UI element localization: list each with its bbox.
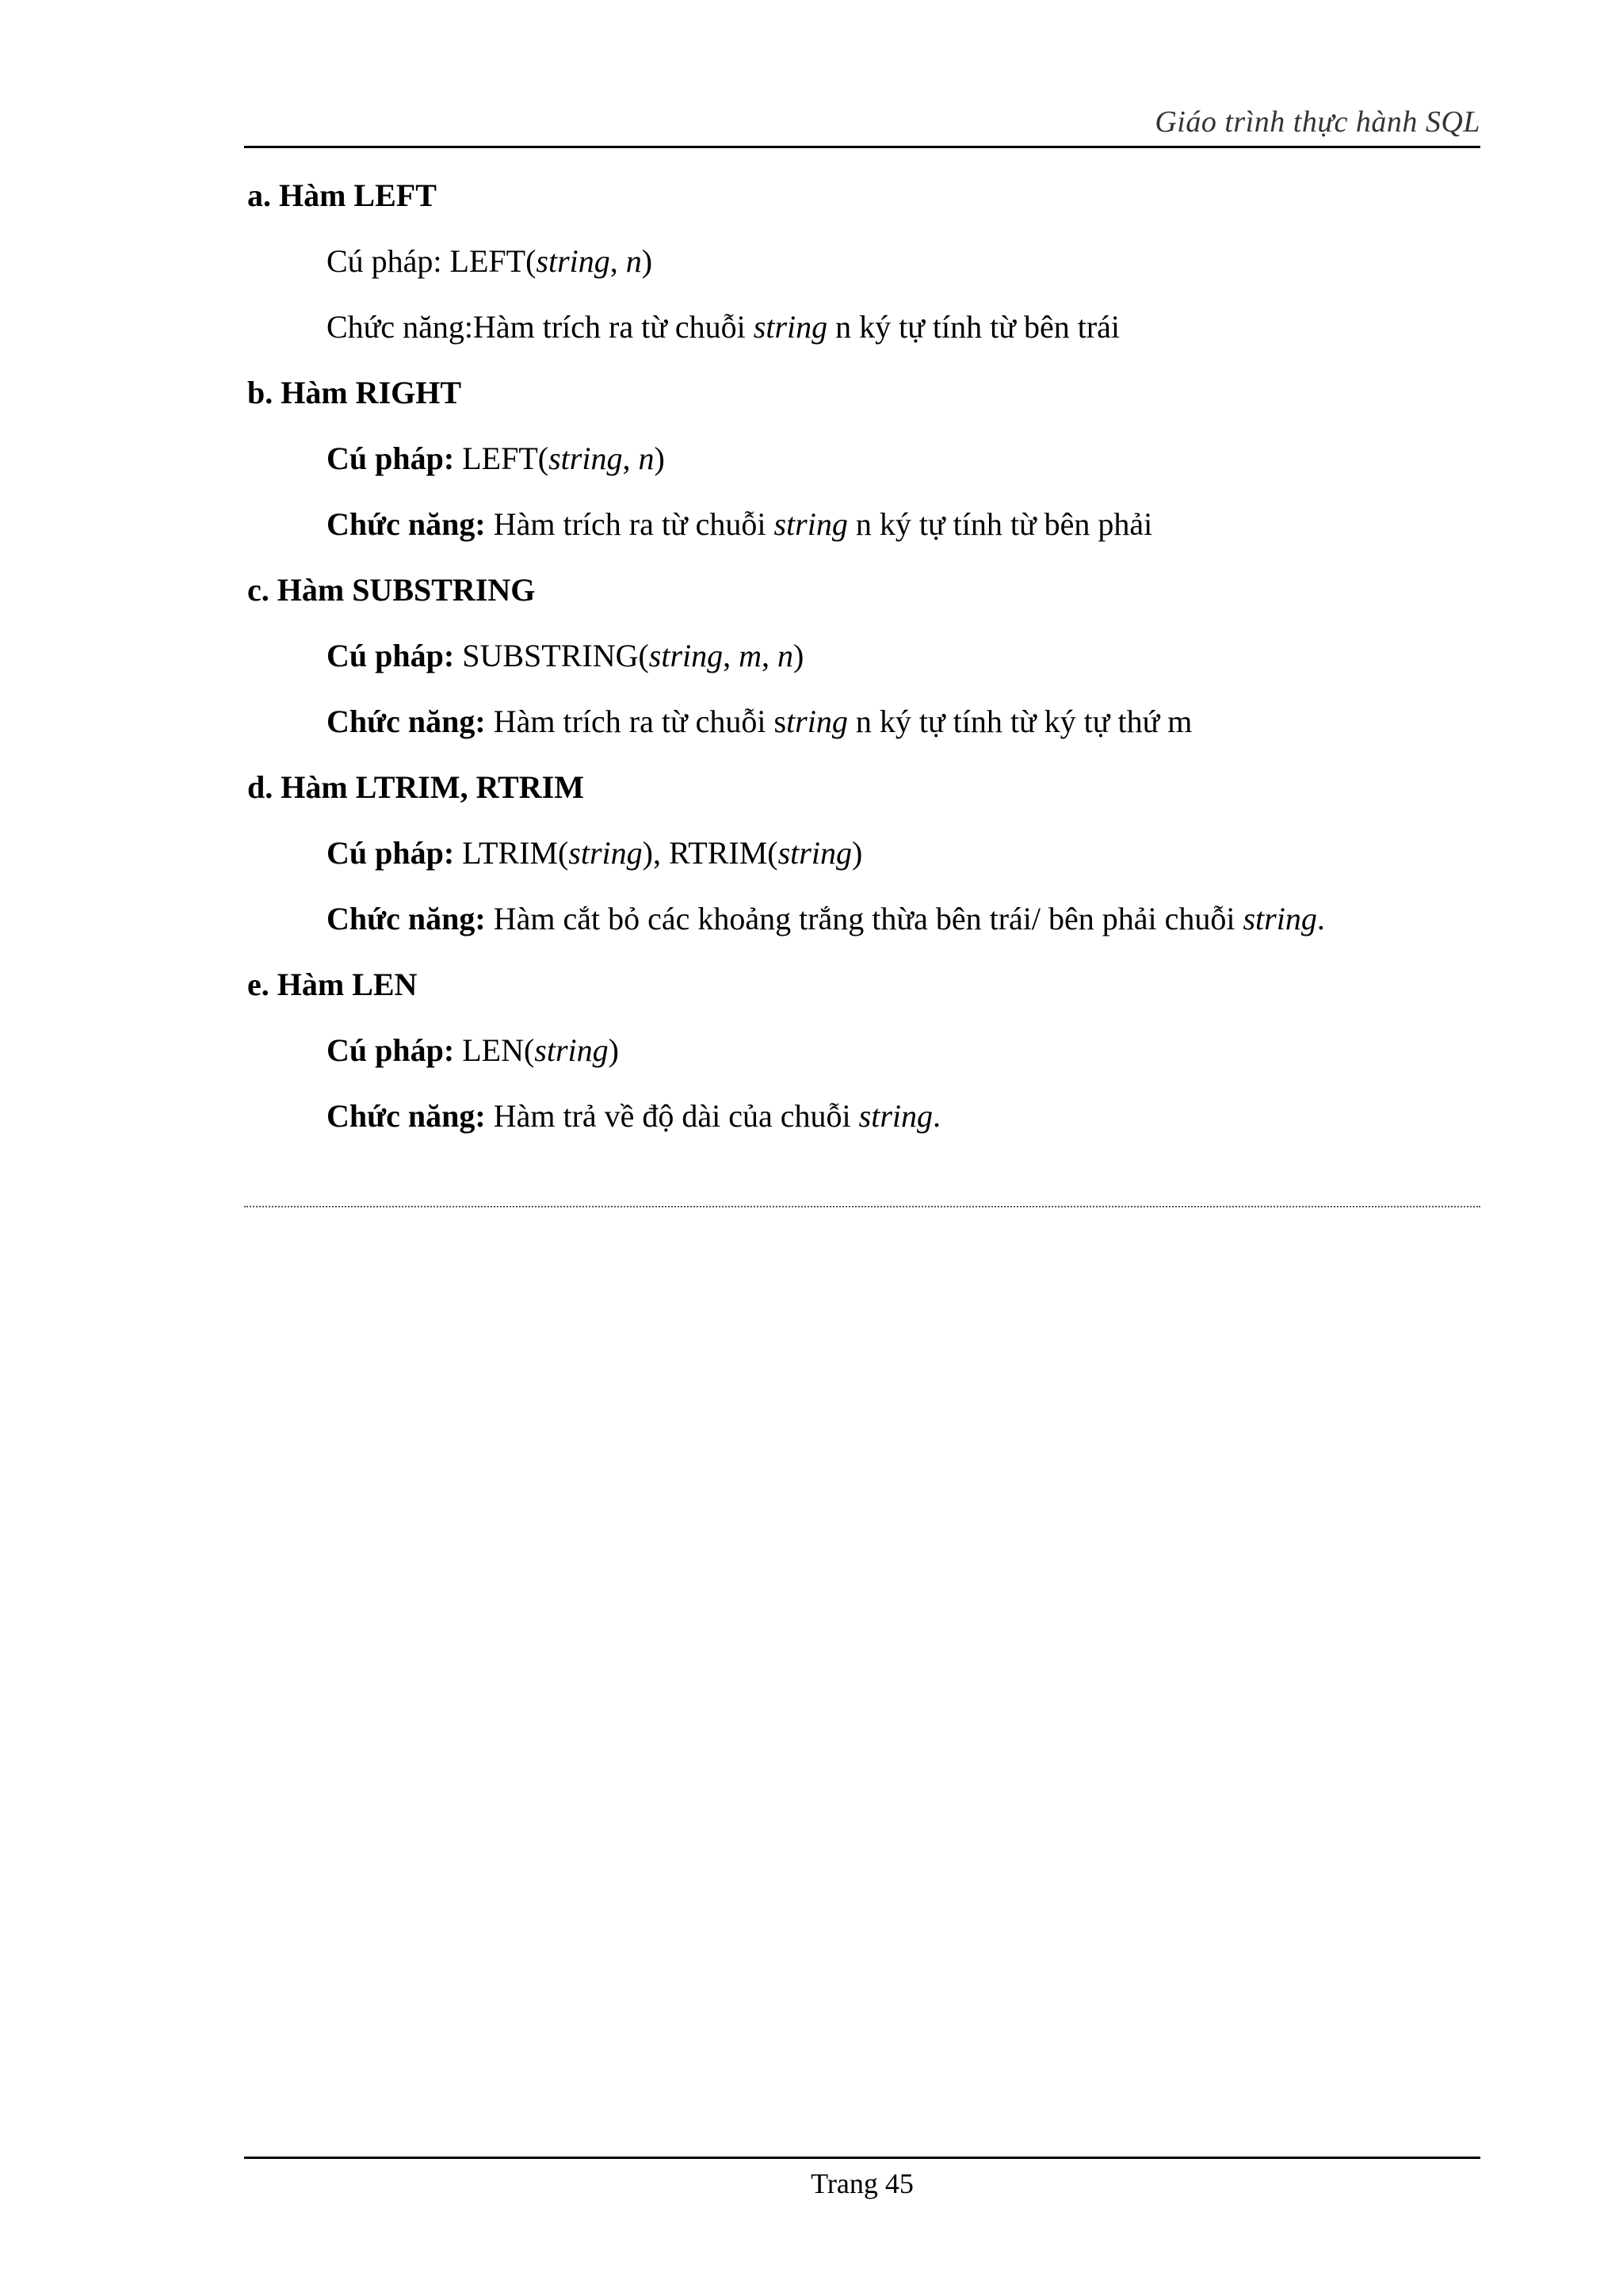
function-text: n ký tự tính từ bên trái [827,309,1121,345]
function-text: . [1316,901,1325,936]
syntax-separator: , [723,638,739,673]
syntax-close: ) [654,441,665,476]
syntax-arg: n [625,243,642,279]
syntax-separator: , [609,243,626,279]
function-text: Hàm trích ra từ chuỗi [472,309,754,345]
function-italic-term: tring [786,704,848,739]
syntax-close: ) [851,835,863,871]
syntax-function: ), RTRIM( [642,835,778,871]
syntax-separator: , [622,441,639,476]
syntax-arg: n [777,638,794,673]
syntax-arg: string [777,835,852,871]
function-text: Hàm trích ra từ chuỗi [485,506,774,542]
header-rule [244,146,1480,148]
syntax-line-right [247,425,1480,491]
syntax-function: LTRIM( [454,835,569,871]
function-italic-term: string [773,506,848,542]
syntax-label: Cú pháp: [327,1032,455,1068]
syntax-line-left [247,228,1480,294]
function-label: Chức năng: [327,309,473,345]
syntax-function: SUBSTRING( [454,638,649,673]
syntax-label: Cú pháp: [327,638,455,673]
running-header-title: Giáo trình thực hành SQL [1155,105,1480,139]
syntax-label: Cú pháp: [327,835,455,871]
function-text: Hàm trích ra từ chuỗi s [485,704,787,739]
function-text: Hàm trả về độ dài của chuỗi [485,1098,859,1134]
syntax-line-substring [247,623,1480,688]
section-heading-trim: d. Hàm LTRIM, RTRIM [247,769,584,805]
function-label: Chức năng: [327,506,486,542]
page-number: Trang 45 [811,2168,914,2199]
syntax-arg: n [638,441,655,476]
function-text: n ký tự tính từ ký tự thứ m [847,704,1193,739]
syntax-arg: string [534,1032,609,1068]
function-label: Chức năng: [327,901,486,936]
section-heading-right: b. Hàm RIGHT [247,375,462,410]
syntax-arg: string [548,441,623,476]
section-heading-substring: c. Hàm SUBSTRING [247,572,536,608]
syntax-line-trim [247,820,1480,886]
syntax-close: ) [608,1032,619,1068]
syntax-function: LEFT( [454,441,549,476]
function-line-len [247,1083,1480,1149]
syntax-function: LEFT( [449,243,537,279]
section-heading-len: e. Hàm LEN [247,967,418,1002]
syntax-function: LEN( [454,1032,535,1068]
section-end-dotted-rule [244,1206,1480,1207]
function-label: Chức năng: [327,704,486,739]
syntax-separator: , [762,638,778,673]
function-text: Hàm cắt bỏ các khoảng trắng thừa bên trái/ bên phải chuỗi [485,901,1243,936]
function-line-left [247,294,1480,360]
syntax-arg: string [568,835,643,871]
function-text: . [933,1098,941,1134]
function-italic-term: string [1243,901,1317,936]
function-italic-term: string [753,309,828,345]
syntax-line-len [247,1017,1480,1083]
syntax-close: ) [793,638,804,673]
function-line-right [247,491,1480,557]
function-text: n ký tự tính từ bên phải [847,506,1153,542]
syntax-arg: m [739,638,762,673]
syntax-close: ) [641,243,653,279]
function-line-substring [247,688,1480,754]
syntax-label: Cú pháp: [327,441,455,476]
function-label: Chức năng: [327,1098,486,1134]
function-line-trim [247,886,1480,952]
syntax-arg: string [536,243,610,279]
function-italic-term: string [858,1098,933,1134]
syntax-arg: string [648,638,724,673]
syntax-label: Cú pháp: [327,243,450,279]
section-heading-left: a. Hàm LEFT [247,177,437,213]
footer-rule [244,2157,1480,2159]
page-content [247,162,1480,1149]
